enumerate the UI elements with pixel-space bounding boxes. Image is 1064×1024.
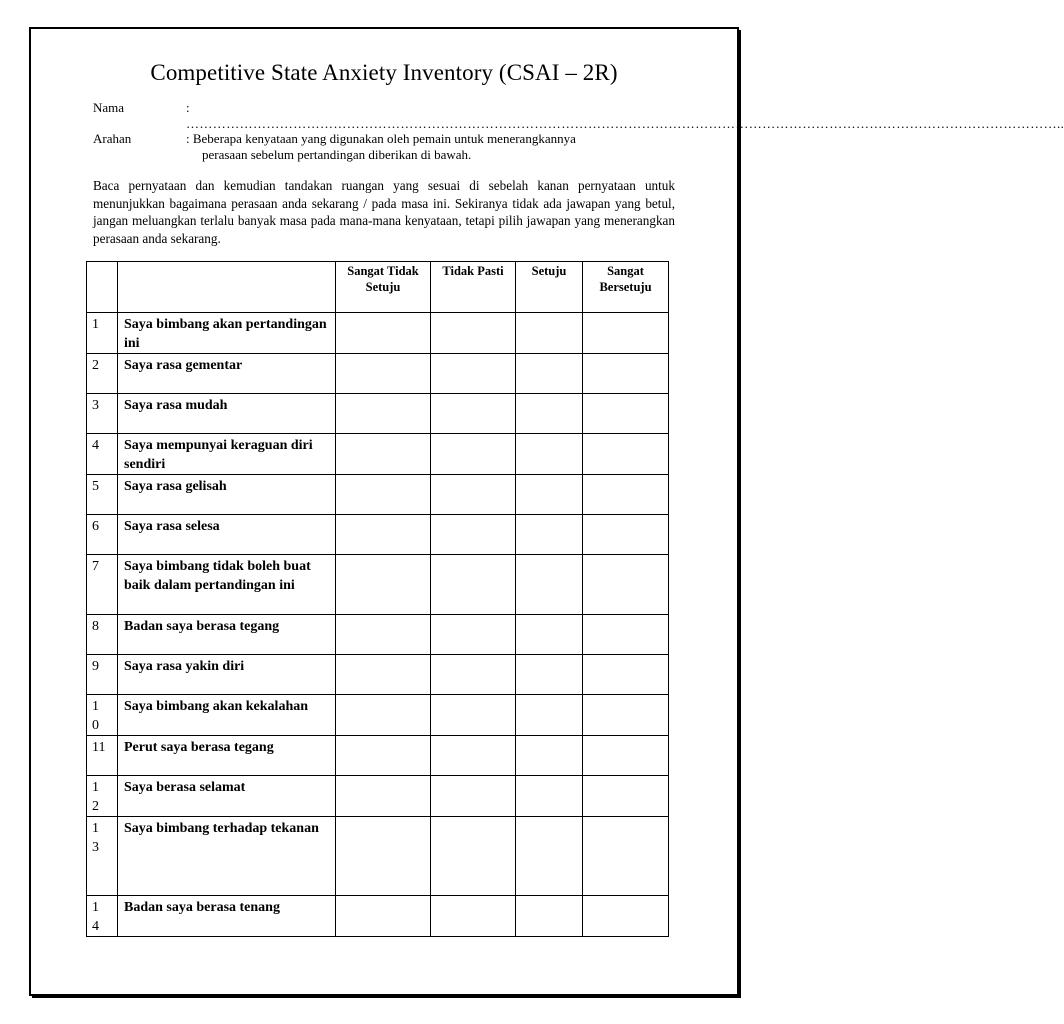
answer-cell-sangat-bersetuju[interactable] xyxy=(583,394,669,434)
answer-cell-sangat-bersetuju[interactable] xyxy=(583,555,669,615)
answer-cell-tidak-pasti[interactable] xyxy=(431,817,516,896)
answer-cell-tidak-pasti[interactable] xyxy=(431,354,516,394)
row-number: 4 xyxy=(87,434,118,475)
table-row xyxy=(87,695,669,736)
header-setuju: Setuju xyxy=(516,262,583,313)
table-row xyxy=(87,555,669,615)
answer-cell-sangat-tidak-setuju[interactable] xyxy=(336,354,431,394)
row-statement: Badan saya berasa tegang xyxy=(118,615,336,655)
row-number: 6 xyxy=(87,515,118,555)
table-row xyxy=(87,776,669,817)
answer-cell-sangat-tidak-setuju[interactable] xyxy=(336,736,431,776)
table-row xyxy=(87,434,669,475)
row-statement: Saya rasa mudah xyxy=(118,394,336,434)
answer-cell-sangat-bersetuju[interactable] xyxy=(583,817,669,896)
table-row xyxy=(87,354,669,394)
answer-cell-tidak-pasti[interactable] xyxy=(431,434,516,475)
row-number: 11 xyxy=(87,736,118,776)
arahan-label: Arahan xyxy=(93,131,132,146)
answer-cell-sangat-bersetuju[interactable] xyxy=(583,695,669,736)
row-number: 1 3 xyxy=(87,817,118,896)
answer-cell-setuju[interactable] xyxy=(516,354,583,394)
row-number: 1 0 xyxy=(87,695,118,736)
header-sangat-tidak-setuju: Sangat Tidak Setuju xyxy=(336,262,431,313)
answer-cell-setuju[interactable] xyxy=(516,817,583,896)
answer-cell-tidak-pasti[interactable] xyxy=(431,313,516,354)
answer-cell-sangat-bersetuju[interactable] xyxy=(583,434,669,475)
answer-cell-setuju[interactable] xyxy=(516,313,583,354)
row-number: 3 xyxy=(87,394,118,434)
answer-cell-sangat-bersetuju[interactable] xyxy=(583,354,669,394)
row-statement: Saya mempunyai keraguan diri sendiri xyxy=(118,434,336,475)
page-title: Competitive State Anxiety Inventory (CSAI – 2R) xyxy=(150,60,618,85)
nama-field[interactable]: : …………………………………………………………………………………………………………………………………………………………………………….. xyxy=(186,100,1064,131)
row-number: 1 4 xyxy=(87,896,118,937)
answer-cell-setuju[interactable] xyxy=(516,695,583,736)
answer-cell-sangat-bersetuju[interactable] xyxy=(583,615,669,655)
answer-cell-sangat-bersetuju[interactable] xyxy=(583,475,669,515)
answer-cell-sangat-tidak-setuju[interactable] xyxy=(336,555,431,615)
answer-cell-sangat-tidak-setuju[interactable] xyxy=(336,817,431,896)
table-row xyxy=(87,896,669,937)
header-tidak-pasti: Tidak Pasti xyxy=(431,262,516,313)
answer-cell-sangat-tidak-setuju[interactable] xyxy=(336,475,431,515)
nama-label: Nama xyxy=(93,100,125,115)
answer-cell-tidak-pasti[interactable] xyxy=(431,475,516,515)
row-number: 1 2 xyxy=(87,776,118,817)
answer-cell-sangat-bersetuju[interactable] xyxy=(583,776,669,817)
row-number: 8 xyxy=(87,615,118,655)
table-header-row xyxy=(87,262,669,313)
row-number: 9 xyxy=(87,655,118,695)
answer-cell-tidak-pasti[interactable] xyxy=(431,736,516,776)
row-number: 2 xyxy=(87,354,118,394)
answer-cell-sangat-tidak-setuju[interactable] xyxy=(336,615,431,655)
table-row xyxy=(87,817,669,896)
answer-cell-tidak-pasti[interactable] xyxy=(431,394,516,434)
row-statement: Perut saya berasa tegang xyxy=(118,736,336,776)
answer-cell-setuju[interactable] xyxy=(516,515,583,555)
arahan-line-2: perasaan sebelum pertandingan diberikan di bawah. xyxy=(202,147,472,162)
table-row xyxy=(87,394,669,434)
row-number: 7 xyxy=(87,555,118,615)
answer-cell-sangat-bersetuju[interactable] xyxy=(583,313,669,354)
row-statement: Saya bimbang akan kekalahan xyxy=(118,695,336,736)
row-number: 5 xyxy=(87,475,118,515)
row-statement: Saya rasa selesa xyxy=(118,515,336,555)
answer-cell-sangat-tidak-setuju[interactable] xyxy=(336,896,431,937)
answer-cell-sangat-tidak-setuju[interactable] xyxy=(336,313,431,354)
row-statement: Badan saya berasa tenang xyxy=(118,896,336,937)
answer-cell-sangat-bersetuju[interactable] xyxy=(583,896,669,937)
table-row xyxy=(87,736,669,776)
header-number xyxy=(87,262,118,313)
answer-cell-sangat-tidak-setuju[interactable] xyxy=(336,515,431,555)
answer-cell-sangat-tidak-setuju[interactable] xyxy=(336,655,431,695)
table-row xyxy=(87,313,669,354)
row-statement: Saya bimbang tidak boleh buat baik dalam pertandingan ini xyxy=(118,555,336,615)
questionnaire-table xyxy=(86,261,669,937)
answer-cell-sangat-bersetuju[interactable] xyxy=(583,655,669,695)
header-statement xyxy=(118,262,336,313)
answer-cell-tidak-pasti[interactable] xyxy=(431,515,516,555)
answer-cell-setuju[interactable] xyxy=(516,394,583,434)
row-statement: Saya bimbang terhadap tekanan xyxy=(118,817,336,896)
arahan-line-1: : Beberapa kenyataan yang digunakan oleh pemain untuk menerangkannya xyxy=(186,131,576,146)
answer-cell-sangat-bersetuju[interactable] xyxy=(583,515,669,555)
table-row xyxy=(87,615,669,655)
instructions-paragraph: Baca pernyataan dan kemudian tandakan ruangan yang sesuai di sebelah kanan pernyataan untuk menunjukkan bagaimana perasaan anda sekarang / pada masa ini. Sekiranya tidak ada jawapan yang betul, jangan meluangkan terlalu banyak masa pada mana-mana kenyataan, tetapi pilih jawapan yang menerangkan perasaan anda sekarang. xyxy=(93,178,675,246)
answer-cell-setuju[interactable] xyxy=(516,736,583,776)
answer-cell-sangat-tidak-setuju[interactable] xyxy=(336,394,431,434)
answer-cell-sangat-tidak-setuju[interactable] xyxy=(336,434,431,475)
answer-cell-sangat-tidak-setuju[interactable] xyxy=(336,695,431,736)
answer-cell-setuju[interactable] xyxy=(516,896,583,937)
row-statement: Saya rasa yakin diri xyxy=(118,655,336,695)
header-sangat-bersetuju: Sangat Bersetuju xyxy=(583,262,669,313)
answer-cell-setuju[interactable] xyxy=(516,434,583,475)
table-row xyxy=(87,655,669,695)
row-statement: Saya rasa gementar xyxy=(118,354,336,394)
row-number: 1 xyxy=(87,313,118,354)
answer-cell-setuju[interactable] xyxy=(516,615,583,655)
answer-cell-tidak-pasti[interactable] xyxy=(431,655,516,695)
answer-cell-tidak-pasti[interactable] xyxy=(431,896,516,937)
table-row xyxy=(87,515,669,555)
table-row xyxy=(87,475,669,515)
answer-cell-setuju[interactable] xyxy=(516,655,583,695)
answer-cell-tidak-pasti[interactable] xyxy=(431,555,516,615)
row-statement: Saya rasa gelisah xyxy=(118,475,336,515)
answer-cell-setuju[interactable] xyxy=(516,475,583,515)
answer-cell-sangat-tidak-setuju[interactable] xyxy=(336,776,431,817)
answer-cell-setuju[interactable] xyxy=(516,776,583,817)
answer-cell-setuju[interactable] xyxy=(516,555,583,615)
answer-cell-sangat-bersetuju[interactable] xyxy=(583,736,669,776)
answer-cell-tidak-pasti[interactable] xyxy=(431,615,516,655)
answer-cell-tidak-pasti[interactable] xyxy=(431,776,516,817)
row-statement: Saya berasa selamat xyxy=(118,776,336,817)
row-statement: Saya bimbang akan pertandingan ini xyxy=(118,313,336,354)
answer-cell-tidak-pasti[interactable] xyxy=(431,695,516,736)
